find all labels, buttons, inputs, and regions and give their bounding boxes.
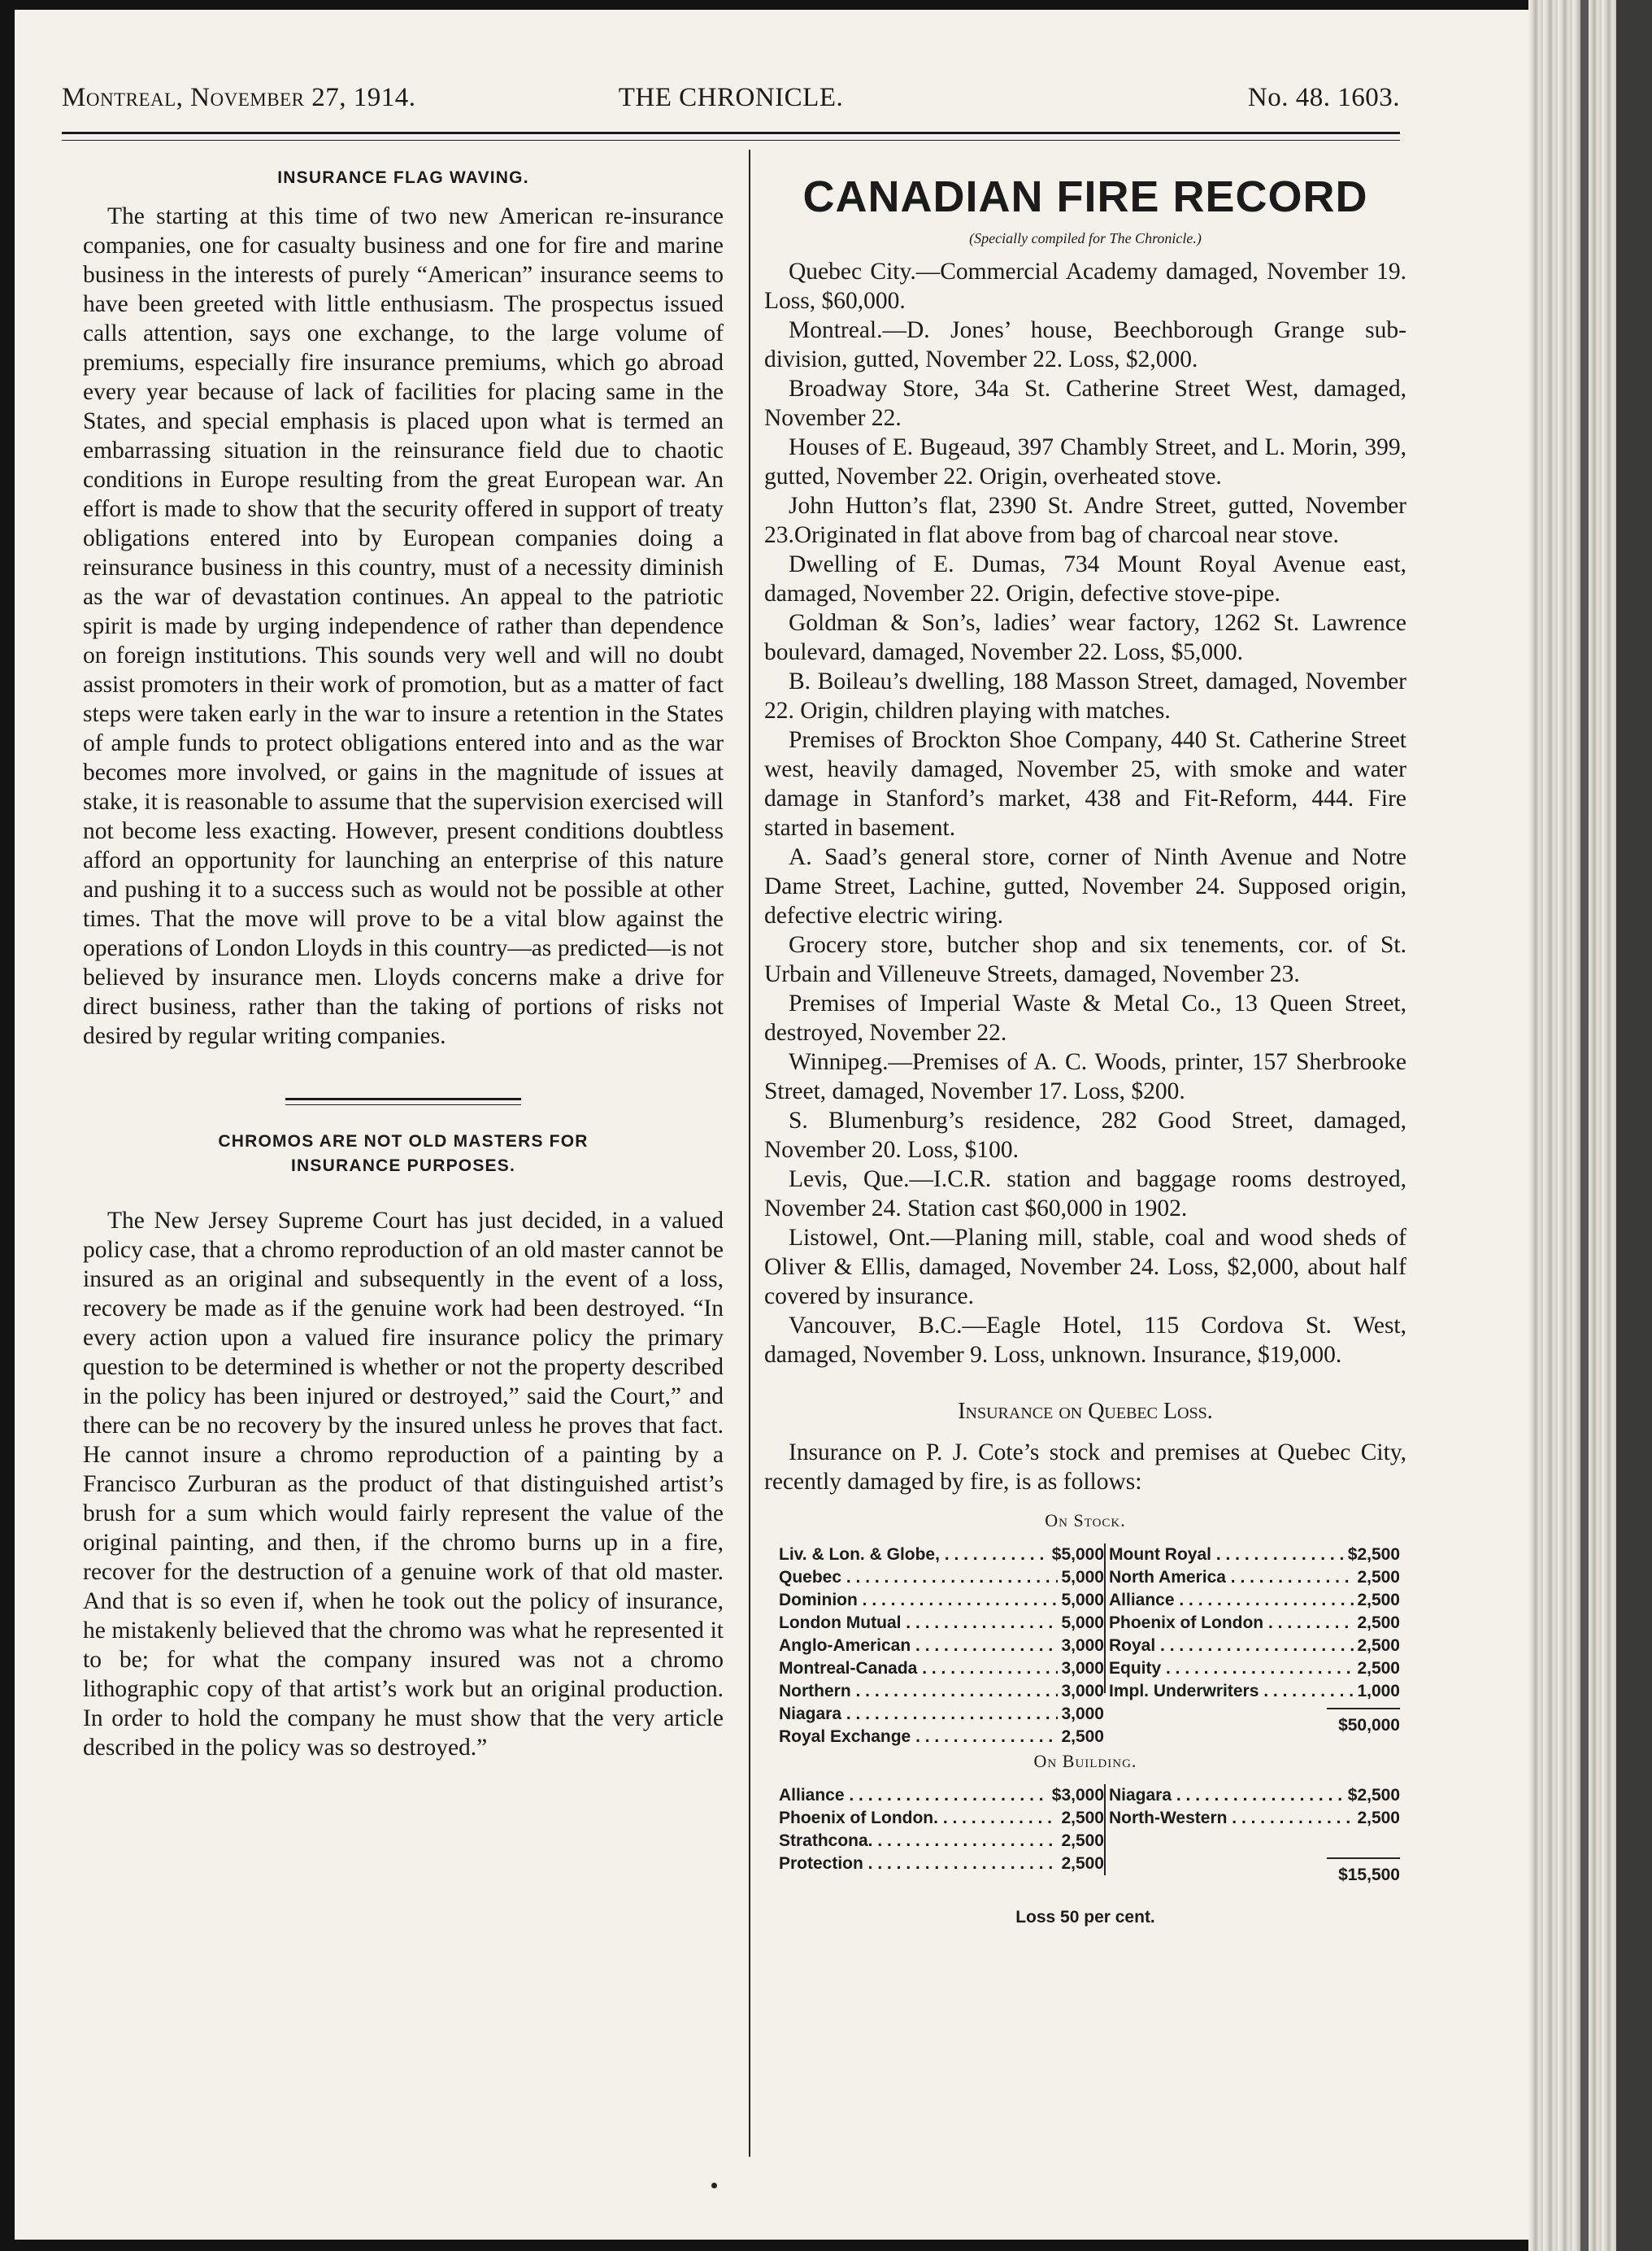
dateline: Montreal, November 27, 1914. <box>62 83 416 112</box>
insurer-amount: 5,000 <box>1061 1568 1104 1587</box>
insurer-name: Alliance . . . <box>779 1784 1049 1807</box>
insurer-name: Dominion . . . <box>779 1589 1058 1612</box>
insurer-name: North America . . . <box>1109 1566 1354 1589</box>
on-building-heading: On Building. <box>1033 1751 1137 1771</box>
table-row <box>1109 1566 1400 1589</box>
table-divider <box>1104 1784 1106 1875</box>
insurer-amount: 1,000 <box>1357 1682 1400 1700</box>
on-building-left <box>779 1784 1104 1875</box>
table-row <box>779 1543 1104 1566</box>
insurer-amount: 2,500 <box>1357 1636 1400 1655</box>
table-row <box>779 1657 1104 1680</box>
fire-entry: S. Blumenburg’s residence, 282 Good Street, damaged, November 20. Loss, $100. <box>764 1108 1406 1163</box>
insurer-name: Phoenix of London. . . . <box>779 1807 1058 1830</box>
table-row <box>779 1807 1104 1830</box>
article-body-chromos: The New Jersey Supreme Court has just decided, in a valued policy case, that a chromo reproduction of an old master cannot be insured as an original and subsequently in the event of a loss, recovery be made as if the genuine work had been destroyed. “In every action upon a valued fire insurance policy the primary question to be determined is whether or not the property described in the policy has been injured or destroyed,” said the Court,” and there can be no recovery by the insured unless he proves that fact. He cannot insure a chromo reproduction of a painting by a Francisco Zurburan as the product of that distinguished artist’s brush for a sum which would fairly represent the value of the original painting, and then, if the chromo burns up in a fire, recover for the destruction of a genuine work of that old master. And that is so even if, when he took out the policy of insurance, he mistakenly believed that the chromo was what he represented it to be; for what the company insured was not a chromo lithographic copy of that artist’s work but an original production. In order to hold the company he must show that the very article described in the policy was so destroyed.” <box>83 1208 724 1761</box>
table-row <box>1109 1589 1400 1612</box>
header-rule-thick <box>62 132 1400 134</box>
insurer-amount: 3,000 <box>1061 1659 1104 1678</box>
insurer-name: Royal . . . <box>1109 1635 1354 1657</box>
table-row <box>779 1853 1104 1875</box>
insurer-name: Niagara . . . <box>779 1703 1058 1726</box>
article-separator <box>285 1098 521 1105</box>
fire-entry: Levis, Que.—I.C.R. station and baggage rooms destroyed, November 24. Station cast $60,000 in 1902. <box>764 1166 1406 1221</box>
fire-entry: Winnipeg.—Premises of A. C. Woods, printer, 157 Sherbrooke Street, damaged, November 17. Loss, $200. <box>764 1049 1406 1104</box>
on-stock-left <box>779 1543 1104 1748</box>
issue-page-number: No. 48. 1603. <box>1247 83 1400 112</box>
publication-title: THE CHRONICLE. <box>618 83 844 112</box>
insurer-name: Protection . . . <box>779 1853 1058 1875</box>
table-row <box>779 1635 1104 1657</box>
insurer-amount: 3,000 <box>1061 1705 1104 1723</box>
insurer-name: Alliance . . . <box>1109 1589 1354 1612</box>
table-row <box>779 1612 1104 1635</box>
insurer-name: Quebec . . . <box>779 1566 1058 1589</box>
newspaper-page <box>15 10 1528 2240</box>
table-divider <box>1104 1543 1106 1693</box>
insurer-name: Equity . . . <box>1109 1657 1354 1680</box>
insurer-name: Montreal-Canada . . . <box>779 1657 1058 1680</box>
insurer-amount: 2,500 <box>1357 1568 1400 1587</box>
table-row <box>1109 1543 1400 1566</box>
fire-entry: Premises of Imperial Waste & Metal Co., 13 Queen Street, destroyed, November 22. <box>764 991 1406 1046</box>
right-column <box>764 166 1406 1929</box>
left-column <box>83 166 724 1762</box>
insurer-name: Anglo-American . . . <box>779 1635 1058 1657</box>
insurer-name: Strathcona. . . . <box>779 1830 1058 1853</box>
on-stock-heading: On Stock. <box>1045 1510 1126 1530</box>
insurer-amount: 2,500 <box>1061 1854 1104 1873</box>
fire-entry: A. Saad’s general store, corner of Ninth Avenue and Notre Dame Street, Lachine, gutted, November 24. Supposed origin, defective electric wiring. <box>764 844 1406 929</box>
on-building-total: $15,500 <box>1338 1866 1400 1884</box>
on-building-table <box>764 1784 1406 1898</box>
insurer-name: Phoenix of London . . . <box>1109 1612 1354 1635</box>
table-row <box>1109 1612 1400 1635</box>
binding-strip <box>1616 0 1652 2251</box>
table-row <box>1109 1784 1400 1807</box>
fire-entry: Grocery store, butcher shop and six tenements, cor. of St. Urbain and Villeneuve Streets, damaged, November 23. <box>764 932 1406 987</box>
insurer-name: Northern . . . <box>779 1680 1058 1703</box>
insurer-amount: $3,000 <box>1051 1786 1104 1805</box>
table-row <box>1109 1807 1400 1830</box>
fire-entry: Houses of E. Bugeaud, 397 Chambly Street, and L. Morin, 399, gutted, November 22. Origin, overheated stove. <box>764 434 1406 490</box>
fire-record-title: CANADIAN FIRE RECORD <box>802 172 1368 221</box>
page-edge-shadow <box>1580 0 1589 2251</box>
on-stock-right <box>1109 1543 1400 1737</box>
table-row <box>779 1680 1104 1703</box>
table-row <box>779 1566 1104 1589</box>
insurer-name: London Mutual . . . <box>779 1612 1058 1635</box>
total-rule <box>1327 1857 1400 1859</box>
insurer-amount: 5,000 <box>1061 1613 1104 1632</box>
insurer-amount: 3,000 <box>1061 1682 1104 1700</box>
insurer-amount: 2,500 <box>1357 1591 1400 1609</box>
insurer-amount: 2,500 <box>1357 1809 1400 1827</box>
insurer-amount: $5,000 <box>1051 1545 1104 1564</box>
insurer-amount: 2,500 <box>1357 1659 1400 1678</box>
on-building-right <box>1109 1784 1400 1887</box>
fire-entry: Quebec City.—Commercial Academy damaged, November 19. Loss, $60,000. <box>764 259 1406 314</box>
fire-entry: Premises of Brockton Shoe Company, 440 St. Catherine Street west, heavily damaged, November 25, with smoke and water damage in Stanford’s market, 438 and Fit-Reform, 444. Fire started in basement. <box>764 727 1406 841</box>
loss-note: Loss 50 per cent. <box>1015 1908 1155 1927</box>
running-header <box>62 83 1400 124</box>
insurer-name: North-Western . . . <box>1109 1807 1354 1830</box>
total-rule <box>1327 1708 1400 1709</box>
fire-entry: Vancouver, B.C.—Eagle Hotel, 115 Cordova St. West, damaged, November 9. Loss, unknown. Insurance, $19,000. <box>764 1313 1406 1368</box>
article-title-chromos-line2: INSURANCE PURPOSES. <box>290 1156 515 1175</box>
insurer-amount: 2,500 <box>1061 1831 1104 1850</box>
fire-entry: Broadway Store, 34a St. Catherine Street West, damaged, November 22. <box>764 376 1406 431</box>
on-stock-total: $50,000 <box>1338 1716 1400 1735</box>
insurer-amount: 2,500 <box>1061 1727 1104 1746</box>
table-row <box>779 1830 1104 1853</box>
insurer-amount: 3,000 <box>1061 1636 1104 1655</box>
table-row <box>779 1784 1104 1807</box>
fire-entry: Dwelling of E. Dumas, 734 Mount Royal Avenue east, damaged, November 22. Origin, defective stove-pipe. <box>764 551 1406 607</box>
book-page-edges <box>1528 0 1652 2251</box>
insurance-subheading: Insurance on Quebec Loss. <box>958 1399 1213 1424</box>
article-title-chromos <box>83 1130 724 1178</box>
insurance-intro: Insurance on P. J. Cote’s stock and premises at Quebec City, recently damaged by fire, is as follows: <box>764 1439 1406 1495</box>
fire-entry: Goldman & Son’s, ladies’ wear factory, 1262 St. Lawrence boulevard, damaged, November 22. Loss, $5,000. <box>764 610 1406 665</box>
on-stock-table <box>764 1543 1406 1746</box>
column-divider <box>749 150 750 2157</box>
insurer-name: Royal Exchange . . . <box>779 1726 1058 1748</box>
insurer-name: Niagara . . . <box>1109 1784 1345 1807</box>
table-row <box>1109 1635 1400 1657</box>
article-body-flag-waving: The starting at this time of two new American re-insurance companies, one for casualty business and one for fire and marine business in the interests of purely “American” insurance seems to have been greeted with little enthusiasm. The prospectus issued calls attention, says one exchange, to the large volume of premiums, especially fire insurance premiums, which go abroad every year because of lack of facilities for placing same in the States, and special emphasis is placed upon what is termed an embarrassing situation in the reinsurance field due to chaotic conditions in Europe resulting from the great European war. An effort is made to show that the security offered in support of treaty obligations entered into by European companies doing a reinsurance business in this country, must of a necessity diminish as the war of devastation continues. An appeal to the patriotic spirit is made by urging independence of rather than dependence on foreign institutions. This sounds very well and will no doubt assist promoters in their work of promotion, but as a matter of fact steps were taken early in the war to insure a retention in the States of ample funds to protect obligations entered into and as the war becomes more involved, or gains in the magnitude of issues at stake, it is reasonable to assume that the supervision exercised will not become less exacting. However, present conditions doubtless afford an opportunity for launching an enterprise of this nature and pushing it to a success such as would not be possible at other times. That the move will prove to be a vital blow against the operations of London Lloyds in this country—as predicted—is not believed by insurance men. Lloyds concerns make a drive for direct business, rather than the taking of portions of risks not desired by regular writing companies. <box>83 203 724 1049</box>
article-title-flag-waving: INSURANCE FLAG WAVING. <box>277 168 529 187</box>
fire-entry: Montreal.—D. Jones’ house, Beechborough Grange sub-division, gutted, November 22. Loss, $2,000. <box>764 317 1406 372</box>
table-row <box>779 1589 1104 1612</box>
header-rule-thin <box>62 140 1400 141</box>
insurer-amount: $2,500 <box>1347 1545 1400 1564</box>
insurer-name: Liv. & Lon. & Globe, . . . <box>779 1543 1049 1566</box>
insurer-amount: 5,000 <box>1061 1591 1104 1609</box>
insurer-amount: 2,500 <box>1357 1613 1400 1632</box>
table-row <box>1109 1657 1400 1680</box>
insurer-name: Mount Royal . . . <box>1109 1543 1345 1566</box>
fire-entry: John Hutton’s flat, 2390 St. Andre Street, gutted, November 23.Originated in flat above from bag of charcoal near stove. <box>764 493 1406 548</box>
insurer-amount: 2,500 <box>1061 1809 1104 1827</box>
fire-entry: Listowel, Ont.—Planing mill, stable, coal and wood sheds of Oliver & Ellis, damaged, November 24. Loss, $2,000, about half covered by insurance. <box>764 1225 1406 1309</box>
insurer-name: Impl. Underwriters . . . <box>1109 1680 1354 1703</box>
table-row <box>779 1703 1104 1726</box>
article-title-chromos-line1: CHROMOS ARE NOT OLD MASTERS FOR <box>218 1132 589 1151</box>
insurer-amount: $2,500 <box>1347 1786 1400 1805</box>
table-row <box>779 1726 1104 1748</box>
fire-entry: B. Boileau’s dwelling, 188 Masson Street, damaged, November 22. Origin, children playing with matches. <box>764 668 1406 724</box>
table-row <box>1109 1680 1400 1703</box>
compiled-note: (Specially compiled for The Chronicle.) <box>969 230 1202 246</box>
ink-dot <box>711 2183 717 2188</box>
